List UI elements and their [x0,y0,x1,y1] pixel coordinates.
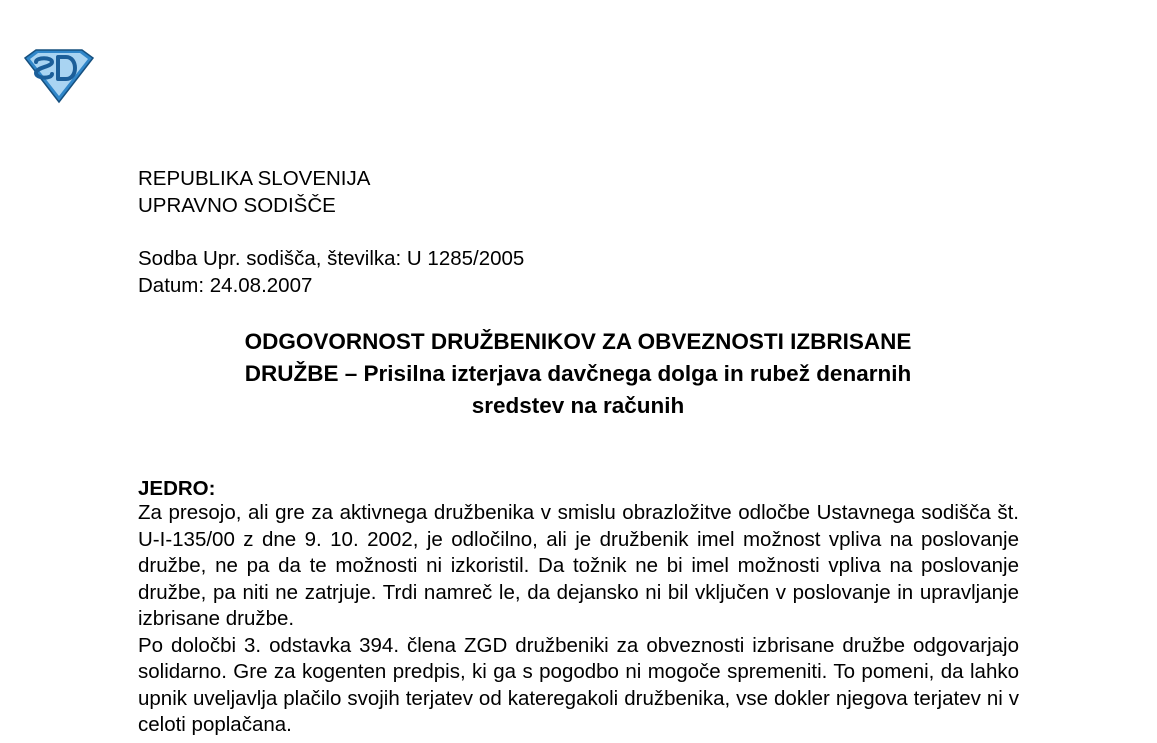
title-line-2: DRUŽBE – Prisilna izterjava davčnega dolga in rubež denarnih [244,361,912,386]
court-header [138,165,370,219]
country-name: REPUBLIKA SLOVENIJA [138,167,371,190]
body-paragraph-2: Po določbi 3. odstavka 394. člena ZGD družbeniki za obveznosti izbrisane družbe odgovarjajo solidarno. Gre za kogenten predpis, ki ga s pogodbo ni mogoče spremeniti. To pomeni, da lahko upnik uveljavlja plačilo svojih terjatev od kateregakoli družbenika, vse dokler njegova terjatev ni v celoti poplačana. [138,633,1019,736]
section-heading: JEDRO: [138,477,216,500]
case-number: Sodba Upr. sodišča, številka: U 1285/2005 [138,247,525,270]
section-body [138,500,1019,739]
title-line-1: ODGOVORNOST DRUŽBENIKOV ZA OBVEZNOSTI IZBRISANE [244,329,912,354]
shield-logo-icon [22,48,96,104]
court-logo [22,48,96,104]
case-meta [138,245,524,299]
document-title [138,326,1018,422]
body-paragraph-1: Za presojo, ali gre za aktivnega družbenika v smislu obrazložitve odločbe Ustavnega sodišča št. U-I-135/00 z dne 9. 10. 2002, je odločilno, ali je družbenik imel možnost vpliva na poslovanje družbe, ne pa da te možnosti ni izkoristil. Da tožnik ne bi imel možnosti vpliva na poslovanje družbe, pa niti ne zatrjuje. Trdi namreč le, da dejansko ni bil vključen v poslovanje in upravljanje izbrisane družbe. [138,501,1019,630]
court-name: UPRAVNO SODIŠČE [138,194,336,217]
title-line-3: sredstev na računih [471,393,685,418]
case-date: Datum: 24.08.2007 [138,274,313,297]
